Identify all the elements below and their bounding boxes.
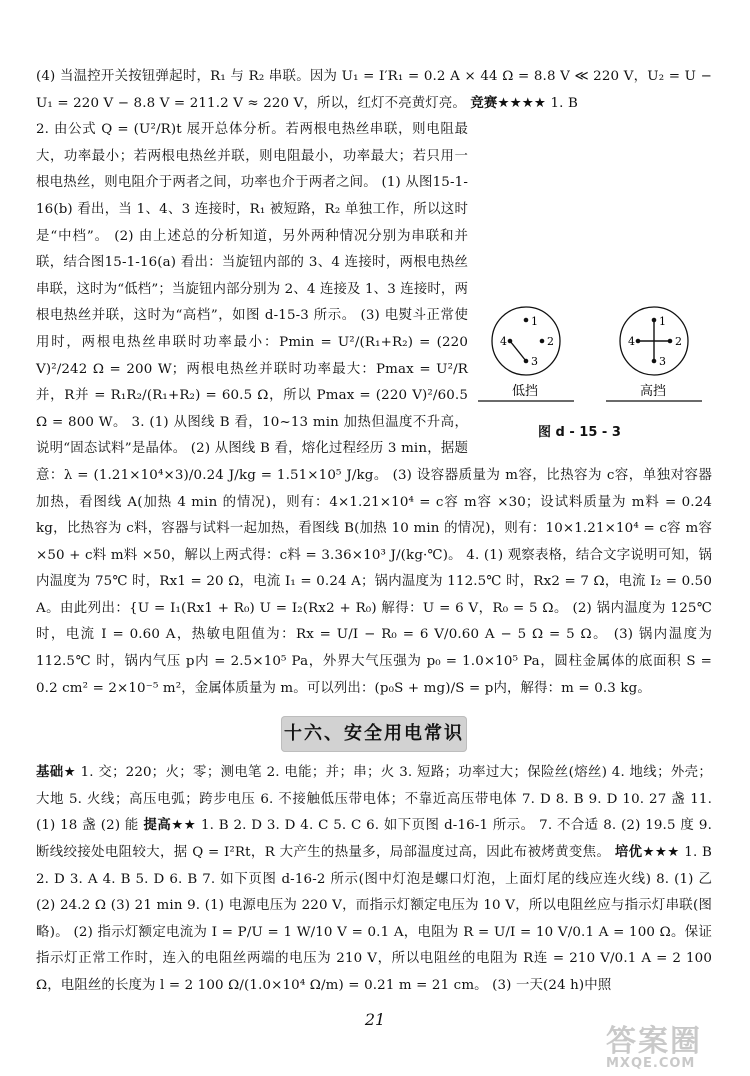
figure-caption: 图 d - 15 - 3 <box>538 425 621 441</box>
section-title: 十六、安全用电常识 <box>281 716 467 752</box>
paragraph-text: 1. 交；220；火；零；测电笔 2. 电能；并；串；火 3. 短路；功率过大；保险丝(熔丝) 4. 地线；外壳；大地 5. 火线；高压电弧；跨步电压 6. 不接触低压带电体；不靠近高压带电体 7. D 8. B 9. D 10. 27 盏 11. (1) 18 盏 (2) 能 <box>36 765 712 834</box>
paragraph-text: 2. 由公式 Q = (U²/R)t 展开总体分析。若两根电热丝串联，则电阻最大，功率最小；若两根电热丝并联，则电阻最小，功率最大；若只用一根电热丝，则电阻介于两者之间，功率也介于两者之间。 (1) 从图15-1-16(b) 看出，当 1、4、3 连接时，R₁ 被短路，R₂ 单独工作，所以这时是“中档”。 (2) 由上述总的分析知道，另外两种情况分别为串联和并联，结合图15-1-16(a) 看出：当旋钮内部的 3、4 连接时，两根电热丝串联，这时为“低档”；当旋钮内部分别为 2、4 连接及 1、3 连接时，两根电热丝并联，这时为“高档”，如图 d-15-3 所示。 (3) 电熨斗正常使用时，两根电热丝串联时功率最小：Pmin = U²/(R₁+R₂) = (220 V)²/242 Ω = 200 W；两根电热丝并联时功率最大：Pmax = U²/R并，R并 = R₁R₂/(R₁+R₂) = 60.5 Ω，所以 Pmax = (220 V)²/60.5 Ω = 800 W。 3. (1) 从图线 B 看，10~13 min 加热但温度不升高，说明“固态试料”是晶体。 (2) 从图线 B 看，熔化过程经历 3 min，据题意：λ = (1.21×10⁴×3)/0.24 J/kg = 1.51×10⁵ J/kg。 (3) 设容器质量为 m容，比热容为 c容，单独对容器加热，看图线 A(加热 4 min 的情况)，则有：4×1.21×10⁴ = c容 m容 ×30；设试料质量为 m料 = 0.24 kg，比热容为 c料，容器与试料一起加热，看图线 B(加热 10 min 的情况)，则有：10×1.21×10⁴ = c容 m容 ×50 + c料 m料 ×50，解以上两式得：c料 = 3.36×10³ J/(kg·℃)。 4. (1) 观察表格，结合文字说明可知，锅内温度为 75℃ 时，Rx1 = 20 Ω，电流 I₁ = 0.24 A；锅内温度为 112.5℃ 时，Rx2 = 7 Ω，电流 I₂ = 0.50 A。由此列出：{U = I₁(Rx1 + R₀) U = I₂(Rx2 + R₀) 解得：U = 6 V，R₀ = 5 Ω。 (2) 锅内温度为 125℃ 时，电流 I = 0.60 A，热敏电阻值为：Rx = U/I − R₀ = 6 V/0.60 A − 5 Ω = 5 Ω。 (3) 锅内温度为 112.5℃ 时，锅内气压 p内 = 2.5×10⁵ Pa，外界大气压强为 p₀ = 1.0×10⁵ Pa，圆柱金属体的底面积 S = 0.2 cm² = 2×10⁻⁵ m²，金属体质量为 m。可以列出：(p₀S + mg)/S = p内，解得：m = 0.3 kg。 <box>36 122 712 696</box>
answer-paragraph-1 <box>36 64 712 117</box>
watermark-logo <box>606 1016 736 1074</box>
watermark-text: 答案圈 <box>606 1024 702 1059</box>
terminal-label: 3 <box>531 355 538 369</box>
terminal-dot <box>636 339 641 344</box>
difficulty-tag-jingsai: 竞赛★★★★ <box>470 95 547 111</box>
terminal-dot <box>668 339 673 344</box>
page-content <box>36 64 712 1000</box>
paragraph-text: 1. B 2. D 3. A 4. B 5. D 6. B 7. 如下页图 d-16-2 所示(图中灯泡是螺口灯泡，上面灯尾的线应连火线) 8. (1) 乙 (2) 24.2 Ω (3) 21 min 9. (1) 电源电压为 220 V，而指示灯额定电压为 10 V，所以电阻丝应与指示灯串联(图略)。 (2) 指示灯额定电流为 I = P/U = 1 W/10 V = 0.1 A，电阻为 R = U/I = 10 V/0.1 A = 100 Ω。保证指示灯正常工作时，连入的电阻丝两端的电压为 210 V，所以电阻丝的电阻为 R连 = 210 V/0.1 A = 2 100 Ω，电阻丝的长度为 l = 2 100 Ω/(1.0×10⁴ Ω/m) = 0.21 m = 21 cm。 (3) 一天(24 h)中照 <box>36 845 712 993</box>
low-gear-label: 低挡 <box>512 384 539 400</box>
difficulty-tag-tigao: 提高★★ <box>143 818 197 834</box>
paragraph-text: (4) 当温控开关按钮弹起时，R₁ 与 R₂ 串联。因为 U₁ = I′R₁ = 0.2 A × 44 Ω = 8.8 V ≪ 220 V，U₂ = U − U₁ = 220 V − 8.8 V = 211.2 V ≈ 220 V，所以，红灯不亮黄灯亮。 <box>36 69 712 111</box>
terminal-label: 4 <box>628 335 635 349</box>
switch-diagram-svg <box>476 303 712 415</box>
high-gear-label: 高挡 <box>640 384 667 400</box>
paragraph-text: 1. B 2. D 3. D 4. C 5. C 6. 如下页图 d-16-1 所示。 7. 不合适 8. (2) 19.5 度 9. 断线绞接处电阻较大，据 Q = I²Rt，R 大产生的热量多，局部温度过高，因此布被烤黄变焦。 <box>36 818 712 861</box>
figure-d-15-3 <box>476 303 712 440</box>
terminal-dot <box>540 339 545 344</box>
terminal-dot <box>652 318 657 323</box>
terminal-label: 1 <box>531 315 538 329</box>
terminal-dot <box>524 318 529 323</box>
terminal-label: 1 <box>659 315 666 329</box>
terminal-dot <box>652 359 657 364</box>
watermark-url: MXQE.COM <box>606 1056 696 1071</box>
terminal-label: 4 <box>500 335 507 349</box>
answer-block-with-figure <box>36 117 712 702</box>
terminal-label: 3 <box>659 355 666 369</box>
connection-line <box>510 341 526 361</box>
paragraph-text: 1. B <box>550 95 578 111</box>
difficulty-tag-peiyou: 培优★★★ <box>614 845 680 861</box>
page-number: 21 <box>364 1010 386 1029</box>
answer-paragraph-3 <box>36 760 712 999</box>
terminal-label: 2 <box>675 335 682 349</box>
difficulty-tag-jichu: 基础★ <box>36 765 76 781</box>
terminal-label: 2 <box>547 335 554 349</box>
